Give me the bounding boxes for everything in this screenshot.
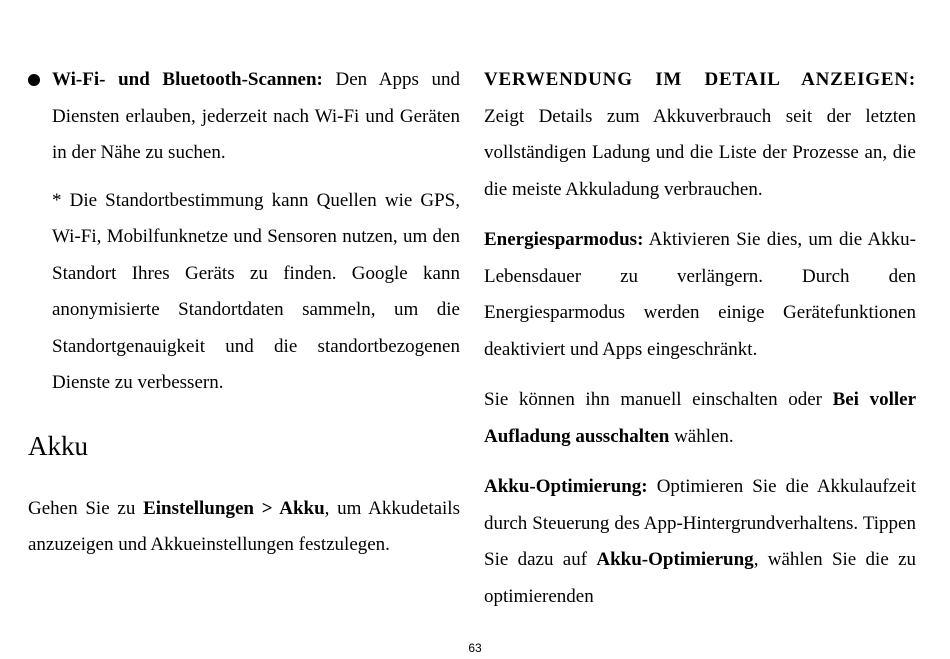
right-column <box>484 62 916 615</box>
page-number: 63 <box>468 641 482 655</box>
battery-optimization-paragraph <box>484 469 916 615</box>
battery-optimization-label: Akku-Optimierung: <box>484 476 648 497</box>
bullet-wifi-text: Den Apps und Diensten erlauben, jederzeit nach Wi-Fi und Geräten in der Nähe zu suchen. <box>52 69 460 163</box>
akku-intro-separator: > <box>253 497 280 519</box>
usage-detail-title: VERWENDUNG IM DETAIL ANZEIGEN: <box>484 69 916 90</box>
bullet-dot-icon <box>28 74 40 86</box>
akku-intro-suffix: , um Akkudetails anzuzeigen und Akkueinstellungen festzulegen. <box>28 497 460 555</box>
manual-bold-option: Bei voller Aufladung ausschalten <box>484 389 916 447</box>
power-saving-label: Energiesparmodus: <box>484 229 644 250</box>
bullet-wifi-label: Wi-Fi- und Bluetooth-Scannen: <box>52 69 323 90</box>
bullet-wifi-paragraph <box>52 62 460 172</box>
usage-detail-text: Zeigt Details zum Akkuverbrauch seit der letzten vollständigen Ladung und die Liste der Prozesse an, die die meiste Akkuladung verbrauchen. <box>484 105 916 200</box>
manual-prefix: Sie können ihn manuell einschalten oder <box>484 389 833 410</box>
usage-detail-section <box>484 62 916 208</box>
akku-intro-battery: Akku <box>279 497 325 519</box>
battery-optimization-text: Optimieren Sie die Akkulaufzeit durch Steuerung des App-Hintergrundverhaltens. Tippen Sie dazu auf <box>484 476 916 570</box>
akku-intro-paragraph <box>28 491 460 564</box>
manual-toggle-paragraph <box>484 382 916 455</box>
battery-optimization-suffix: , wählen Sie die zu optimierenden <box>484 549 917 607</box>
left-column <box>28 62 460 564</box>
power-saving-paragraph <box>484 222 916 368</box>
power-saving-text: Aktivieren Sie dies, um die Akku-Lebensdauer zu verlängern. Durch den Energiesparmodus werden einige Gerätefunktionen deaktiviert und Apps eingeschränkt. <box>484 229 916 360</box>
manual-suffix: wählen. <box>669 425 734 447</box>
location-footnote: * Die Standortbestimmung kann Quellen wie GPS, Wi-Fi, Mobilfunknetze und Sensoren nutzen, um den Standort Ihres Geräts zu finden. Google kann anonymisierte Standortdaten sammeln, um die Standortgenauigkeit und die standortbezogenen Dienste zu verbessern. <box>52 189 460 393</box>
section-title-akku: Akku <box>28 430 88 461</box>
bullet-wifi-bluetooth-scan <box>28 62 460 172</box>
akku-intro-settings: Einstellungen <box>143 497 254 519</box>
battery-optimization-bold: Akku-Optimierung <box>596 549 754 570</box>
akku-intro-prefix: Gehen Sie zu <box>28 497 144 519</box>
